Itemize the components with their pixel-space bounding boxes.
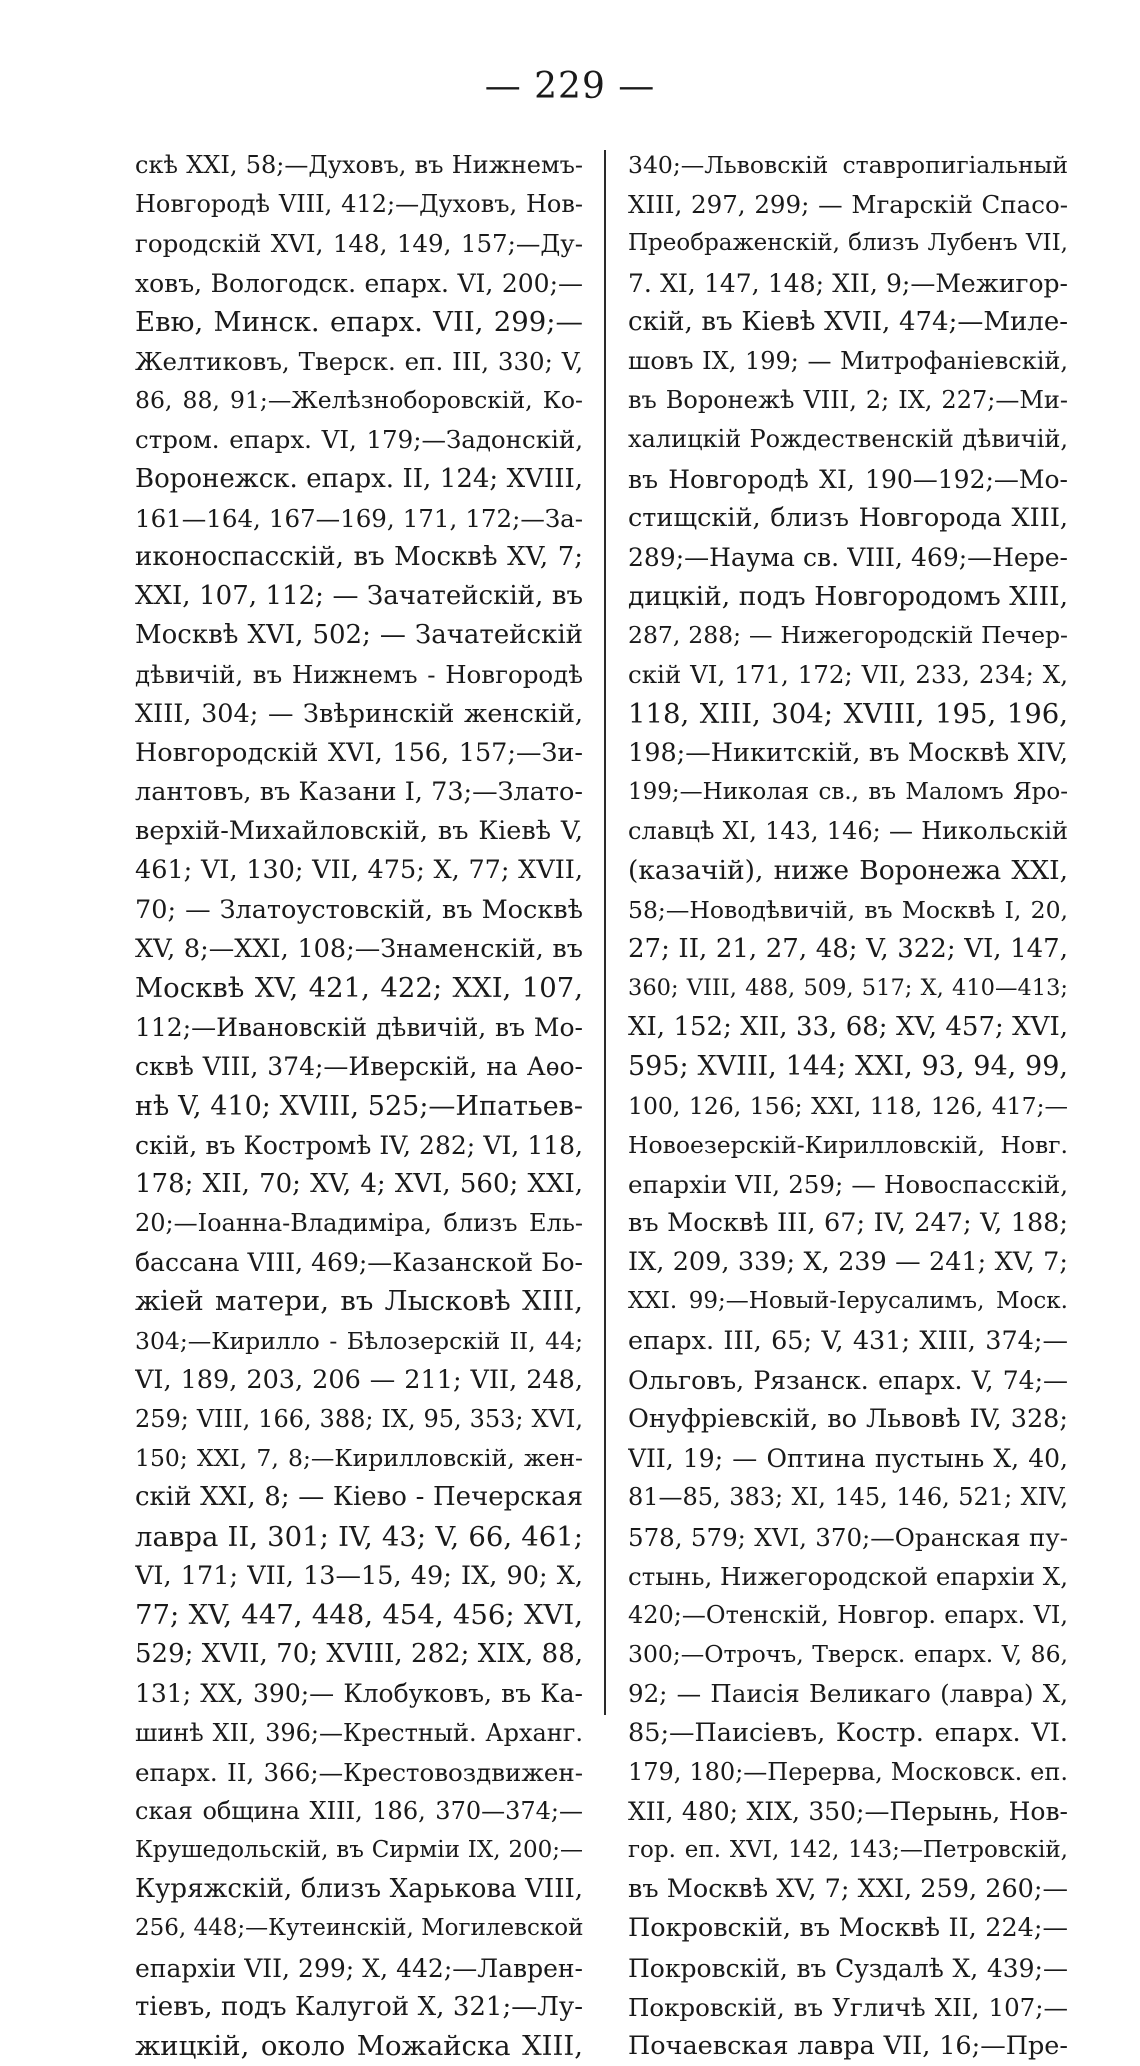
text-line: 461; VI, 130; VII, 475; X, 77; XVII,	[135, 855, 583, 886]
text-line: 340;—Львовскій ставропигіальный	[628, 151, 1068, 179]
text-line: 199;—Николая св., въ Маломъ Яро-	[628, 779, 1068, 805]
text-line: Покровскій, въ Суздалѣ X, 439;—	[628, 1953, 1068, 1983]
text-line: дицкій, подъ Новгородомъ XIII,	[628, 581, 1068, 613]
text-line: 20;—Іоанна-Владиміра, близъ Ель-	[135, 1209, 583, 1238]
text-line: 179, 180;—Перерва, Московск. еп.	[628, 1757, 1068, 1786]
text-line: 7. XI, 147, 148; XII, 9;—Межигор-	[628, 268, 1068, 298]
text-line: сквѣ VIII, 374;—Иверскій, на Аѳо-	[135, 1052, 583, 1082]
text-line: VI, 189, 203, 206 — 211; VII, 248,	[135, 1364, 583, 1395]
text-line: въ Новгородѣ XI, 190—192;—Мо-	[628, 464, 1068, 494]
text-line: тіевъ, подъ Калугой X, 321;—Лу-	[135, 1991, 583, 2022]
text-line: Новоезерскій-Кирилловскій, Новг.	[628, 1130, 1068, 1159]
text-line: гор. еп. XVI, 142, 143;—Петровскій,	[628, 1837, 1068, 1864]
text-line: 92; — Паисія Великаго (лавра) X,	[628, 1679, 1068, 1709]
text-line: жіей матери, въ Лысковѣ XIII,	[135, 1285, 583, 1318]
page-number: — 229 —	[484, 66, 656, 107]
text-line: Преображенскій, близъ Лубенъ VII,	[628, 230, 1068, 257]
text-line: 595; XVIII, 144; XXI, 93, 94, 99,	[628, 1051, 1068, 1083]
text-line: епарх. III, 65; V, 431; XIII, 374;—	[628, 1325, 1068, 1356]
text-line: Покровскій, въ Угличѣ XII, 107;—	[628, 1992, 1068, 2022]
text-line: ховъ, Вологодск. епарх. VI, 200;—	[135, 268, 583, 298]
text-line: въ Москвѣ III, 67; IV, 247; V, 188;	[628, 1208, 1068, 1239]
column-divider	[604, 150, 606, 1715]
text-line: 256, 448;—Кутеинскій, Могилевской	[135, 1915, 583, 1942]
text-line: VI, 171; VII, 13—15, 49; IX, 90; X,	[135, 1560, 583, 1591]
text-line: жицкій, около Можайска XIII,	[135, 2030, 583, 2062]
text-line: XIII, 297, 299; — Мгарскій Спасо-	[628, 190, 1068, 220]
text-line: 131; XX, 390;— Клобуковъ, въ Ка-	[135, 1679, 583, 1709]
text-line: XI, 152; XII, 33, 68; XV, 457; XVI,	[628, 1012, 1068, 1043]
text-line: въ Воронежѣ VIII, 2; IX, 227;—Ми-	[628, 386, 1068, 415]
text-line: 198;—Никитскій, въ Москвѣ XIV,	[628, 737, 1068, 768]
text-line: 118, XIII, 304; XVIII, 195, 196,	[628, 697, 1068, 730]
text-line: стынь, Нижегородской епархіи X,	[628, 1561, 1068, 1591]
text-line: Куряжскій, близъ Харькова VIII,	[135, 1874, 583, 1905]
text-line: 300;—Отрочъ, Тверск. епарх. V, 86,	[628, 1640, 1068, 1669]
right-column	[628, 146, 1068, 2066]
text-line: епархіи VII, 299; X, 442;—Лаврен-	[135, 1953, 583, 1983]
text-line: верхій-Михайловскій, въ Кіевѣ V,	[135, 816, 583, 847]
text-line: иконоспасскій, въ Москвѣ XV, 7;	[135, 541, 583, 572]
text-line: 112;—Ивановскій дѣвичій, въ Мо-	[135, 1013, 583, 1043]
text-line: Новгородѣ VIII, 412;—Духовъ, Нов-	[135, 190, 583, 219]
text-line: 77; XV, 447, 448, 454, 456; XVI,	[135, 1598, 583, 1631]
text-line: Москвѣ XVI, 502; — Зачатейскій	[135, 620, 583, 651]
text-line: 259; VIII, 166, 388; IX, 95, 353; XVI,	[135, 1405, 583, 1433]
text-line: Евю, Минск. епарх. VII, 299;—	[135, 305, 583, 338]
text-line: скій, въ Костромѣ IV, 282; VI, 118,	[135, 1130, 583, 1160]
text-line: XIII, 304; — Звѣринскій женскій,	[135, 698, 583, 729]
text-line: 360; VIII, 488, 509, 517; X, 410—413;	[628, 974, 1068, 1001]
text-line: IX, 209, 339; X, 239 — 241; XV, 7;	[628, 1247, 1068, 1278]
text-line: городскій XVI, 148, 149, 157;—Ду-	[135, 229, 583, 259]
text-line: 578, 579; XVI, 370;—Оранская пу-	[628, 1522, 1068, 1552]
text-line: 150; XXI, 7, 8;—Кирилловскій, жен-	[135, 1444, 583, 1473]
text-line: халицкій Рождественскій дѣвичій,	[628, 425, 1068, 454]
text-line: XXI. 99;—Новый-Іерусалимъ, Моск.	[628, 1288, 1068, 1315]
text-line: шинѣ XII, 396;—Крестный. Арханг.	[135, 1718, 583, 1747]
text-line: VII, 19; — Оптина пустынь X, 40,	[628, 1444, 1068, 1474]
text-line: 100, 126, 156; XXI, 118, 126, 417;—	[628, 1091, 1068, 1120]
text-line: лавра II, 301; IV, 43; V, 66, 461;	[135, 1520, 583, 1553]
text-line: 289;—Наума св. VIII, 469;—Нере-	[628, 542, 1068, 572]
text-line: лантовъ, въ Казани I, 73;—Злато-	[135, 777, 583, 807]
text-line: 178; XII, 70; XV, 4; XVI, 560; XXI,	[135, 1168, 583, 1199]
text-line: скѣ XXI, 58;—Духовъ, въ Нижнемъ-	[135, 151, 583, 179]
text-line: скій XXI, 8; — Кіево - Печерская	[135, 1482, 583, 1513]
text-line: Желтиковъ, Тверск. еп. III, 330; V,	[135, 346, 583, 376]
text-line: 70; — Златоустовскій, въ Москвѣ	[135, 894, 583, 925]
text-line: стром. епарх. VI, 179;—Задонскій,	[135, 425, 583, 455]
text-line: дѣвичій, въ Нижнемъ - Новгородѣ	[135, 660, 583, 690]
text-line: 81—85, 383; XI, 145, 146, 521; XIV,	[628, 1483, 1068, 1512]
text-line: 27; II, 21, 27, 48; V, 322; VI, 147,	[628, 933, 1068, 964]
text-line: 287, 288; — Нижегородскій Печер-	[628, 621, 1068, 650]
text-line: 420;—Отенскій, Новгор. епарх. VI,	[628, 1600, 1068, 1629]
text-line: 529; XVII, 70; XVIII, 282; XIX, 88,	[135, 1639, 583, 1670]
text-line: шовъ IX, 199; — Митрофаніевскій,	[628, 346, 1068, 375]
text-line: Почаевская лавра VII, 16;—Пре-	[628, 2031, 1068, 2061]
text-line: скій VI, 171, 172; VII, 233, 234; X,	[628, 660, 1068, 690]
text-line: ская община XIII, 186, 370—374;—	[135, 1796, 583, 1825]
text-line: епарх. II, 366;—Крестовоздвижен-	[135, 1757, 583, 1787]
text-line: 85;—Паисіевъ, Костр. епарх. VI.	[628, 1717, 1068, 1748]
text-line: Ольговъ, Рязанск. епарх. V, 74;—	[628, 1365, 1068, 1395]
text-line: стищскій, близъ Новгорода XIII,	[628, 502, 1068, 533]
text-line: Москвѣ XV, 421, 422; XXI, 107,	[135, 971, 583, 1004]
text-line: Покровскій, въ Москвѣ II, 224;—	[628, 1913, 1068, 1944]
text-line: Воронежск. епарх. II, 124; XVIII,	[135, 463, 583, 494]
text-line: XXI, 107, 112; — Зачатейскій, въ	[135, 581, 583, 612]
text-line: Онуфріевскій, во Львовѣ IV, 328;	[628, 1404, 1068, 1434]
text-line: 304;—Кирилло - Бѣлозерскій II, 44;	[135, 1326, 583, 1355]
text-line: Крушедольскій, въ Сирміи IX, 200;—	[135, 1837, 583, 1864]
left-column	[135, 146, 583, 2066]
text-line: (казачій), ниже Воронежа XXI,	[628, 855, 1068, 887]
text-line: скій, въ Кіевѣ XVII, 474;—Миле-	[628, 306, 1068, 337]
text-line: нѣ V, 410; XVIII, 525;—Ипатьев-	[135, 1090, 583, 1122]
text-line: бассана VIII, 469;—Казанской Бо-	[135, 1248, 583, 1278]
text-line: 161—164, 167—169, 171, 172;—За-	[135, 503, 583, 533]
text-line: славцѣ XI, 143, 146; — Никольскій	[628, 817, 1068, 846]
text-line: 86, 88, 91;—Желѣзноборовскій, Ко-	[135, 386, 583, 415]
text-line: 58;—Новодѣвичій, въ Москвѣ I, 20,	[628, 895, 1068, 924]
text-line: XII, 480; XIX, 350;—Перынь, Нов-	[628, 1796, 1068, 1826]
text-line: въ Москвѣ XV, 7; XXI, 259, 260;—	[628, 1874, 1068, 1905]
text-line: XV, 8;—XXI, 108;—Знаменскій, въ	[135, 933, 583, 964]
text-line: епархіи VII, 259; — Новоспасскій,	[628, 1169, 1068, 1199]
text-line: Новгородскій XVI, 156, 157;—Зи-	[135, 737, 583, 768]
